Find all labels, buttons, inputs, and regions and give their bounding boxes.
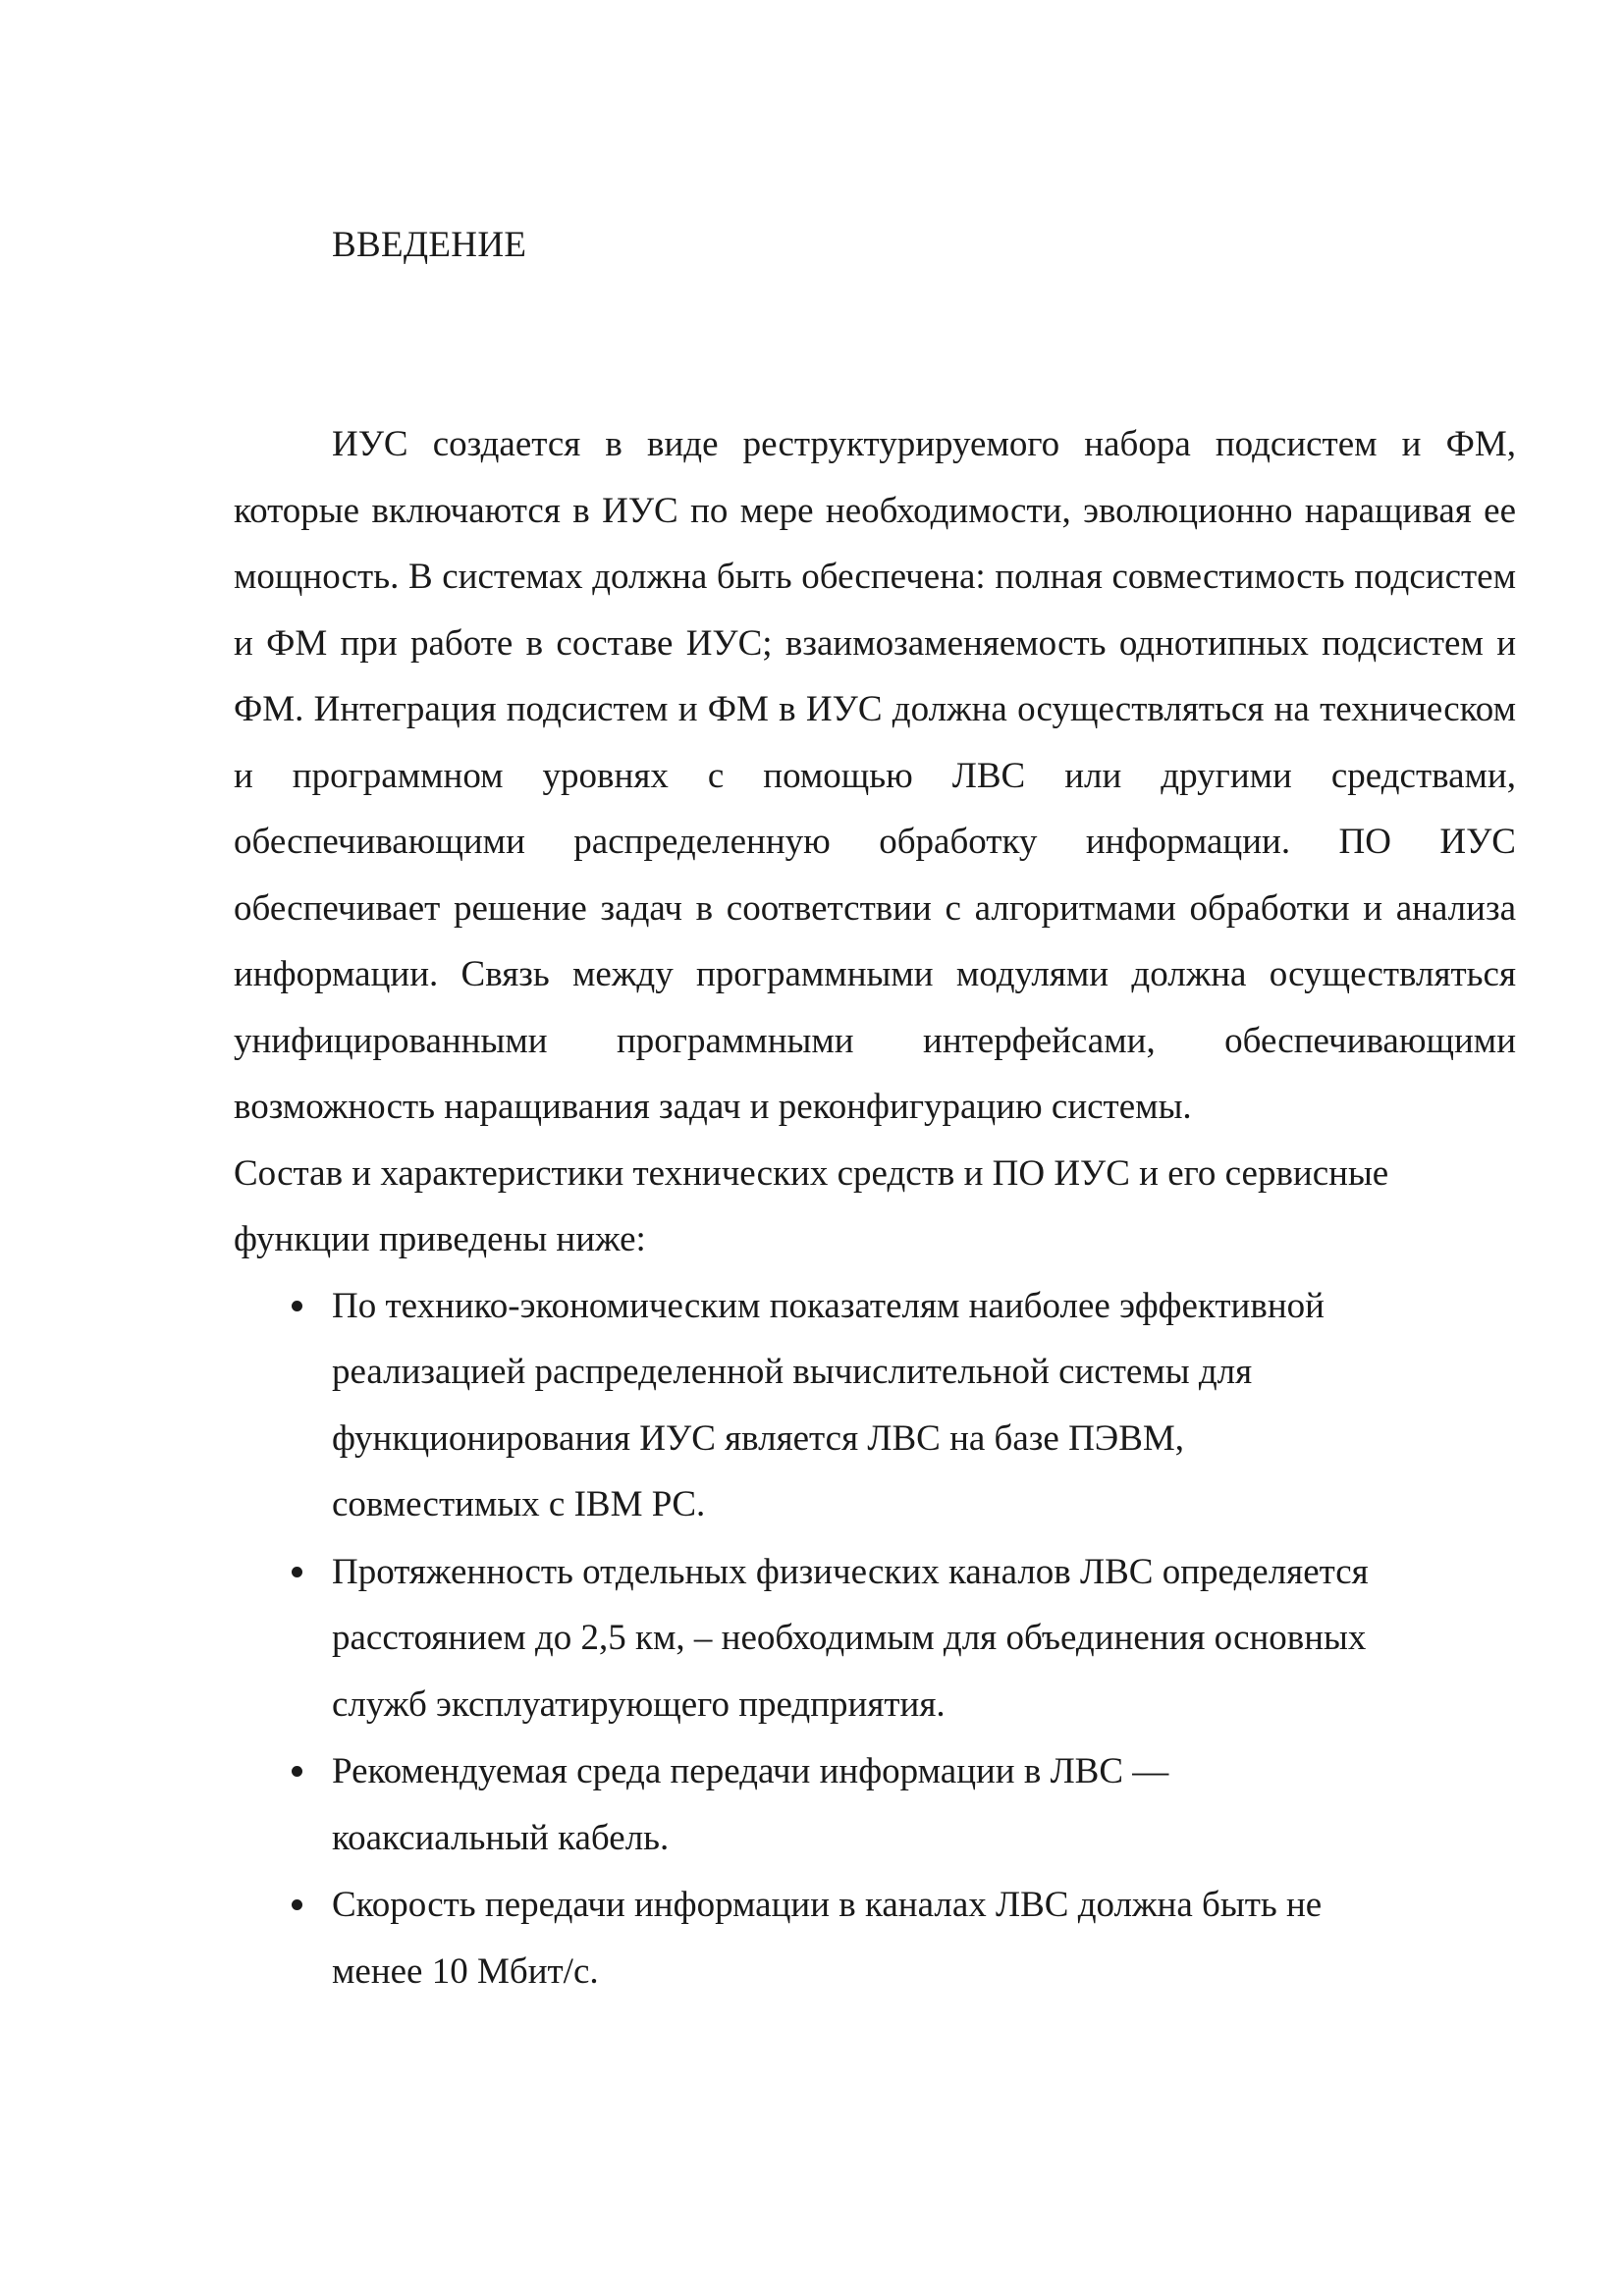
bullet-icon (287, 1872, 306, 1938)
bullet-item (234, 1872, 1516, 2004)
lead-paragraph: Состав и характеристики технических средств и ПО ИУС и его сервисные функции приведены ниже: (234, 1152, 1389, 1259)
section-heading: ВВЕДЕНИЕ (332, 225, 527, 265)
bullet-text: Скорость передачи информации в каналах ЛВС должна быть не менее 10 Мбит/с. (332, 1885, 1323, 1992)
bullet-item (234, 1539, 1516, 1738)
intro-paragraph: ИУС создается в виде реструктурируемого набора подсистем и ФМ, которые включаются в ИУС по мере необходимости, эволюционно наращивая ее мощность. В системах должна быть обеспечена: полная совместимость подсистем и ФМ при работе в составе ИУС; взаимозаменяемость однотипных подсистем и ФМ. Интеграция подсистем и ФМ в ИУС должна осуществляться на техническом и программном уровнях с помощью ЛВС или другими средствами, обеспечивающими распределенную обработку информации. ПО ИУС обеспечивает решение задач в соответствии с алгоритмами обработки и анализа информации. Связь между программными модулями должна осуществляться унифицированными программными интерфейсами, обеспечивающими возможность наращивания задач и реконфигурацию системы. (234, 424, 1516, 1127)
bullet-list (234, 1273, 1516, 2005)
document-body (234, 411, 1516, 2005)
bullet-icon (287, 1738, 306, 1804)
bullet-icon (287, 1273, 306, 1339)
bullet-icon (287, 1539, 306, 1605)
bullet-text: Рекомендуемая среда передачи информации в ЛВС — коаксиальный кабель. (332, 1751, 1169, 1858)
bullet-item (234, 1738, 1516, 1871)
bullet-text: По технико-экономическим показателям наиболее эффективной реализацией распределенной вычислительной системы для функционирования ИУС является ЛВС на базе ПЭВМ, совместимых с IBM PC. (332, 1285, 1325, 1524)
bullet-text: Протяженность отдельных физических каналов ЛВС определяется расстоянием до 2,5 км, – необходимым для объединения основных служб эксплуатирующего предприятия. (332, 1551, 1369, 1725)
bullet-item (234, 1273, 1516, 1538)
